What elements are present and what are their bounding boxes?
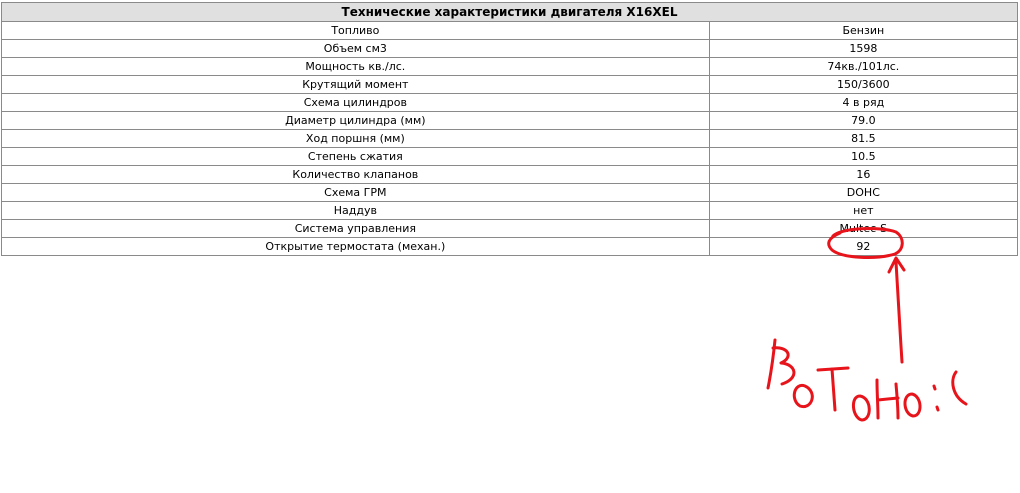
row-value: 10.5 [709,148,1017,166]
engine-spec-table [1,2,1018,256]
table-row [2,94,1018,112]
row-value: 150/3600 [709,76,1017,94]
row-value: 4 в ряд [709,94,1017,112]
row-value: Multec-S [709,220,1017,238]
row-value: 74кв./101лс. [709,58,1017,76]
row-value: нет [709,202,1017,220]
table-row [2,148,1018,166]
row-value: 79.0 [709,112,1017,130]
row-value: 81.5 [709,130,1017,148]
row-label: Ход поршня (мм) [2,130,710,148]
row-label: Объем см3 [2,40,710,58]
row-label: Диаметр цилиндра (мм) [2,112,710,130]
table-row [2,166,1018,184]
row-label: Степень сжатия [2,148,710,166]
row-label: Схема цилиндров [2,94,710,112]
row-label: Количество клапанов [2,166,710,184]
table-row [2,238,1018,256]
row-value: 16 [709,166,1017,184]
table-row [2,220,1018,238]
table-header-row [2,3,1018,22]
arrow-icon [889,258,904,362]
row-label: Топливо [2,22,710,40]
table-row [2,202,1018,220]
table-row [2,184,1018,202]
row-label: Крутящий момент [2,76,710,94]
row-label: Наддув [2,202,710,220]
row-value: 1598 [709,40,1017,58]
row-label: Открытие термостата (механ.) [2,238,710,256]
table-row [2,40,1018,58]
table-title: Технические характеристики двигателя X16XEL [2,3,1018,22]
row-label: Схема ГРМ [2,184,710,202]
row-label: Система управления [2,220,710,238]
table-row [2,76,1018,94]
row-value: DOHC [709,184,1017,202]
row-value: 92 [709,238,1017,256]
row-value: Бензин [709,22,1017,40]
table-row [2,112,1018,130]
table-row [2,22,1018,40]
row-label: Мощность кв./лс. [2,58,710,76]
table-row [2,130,1018,148]
table-row [2,58,1018,76]
